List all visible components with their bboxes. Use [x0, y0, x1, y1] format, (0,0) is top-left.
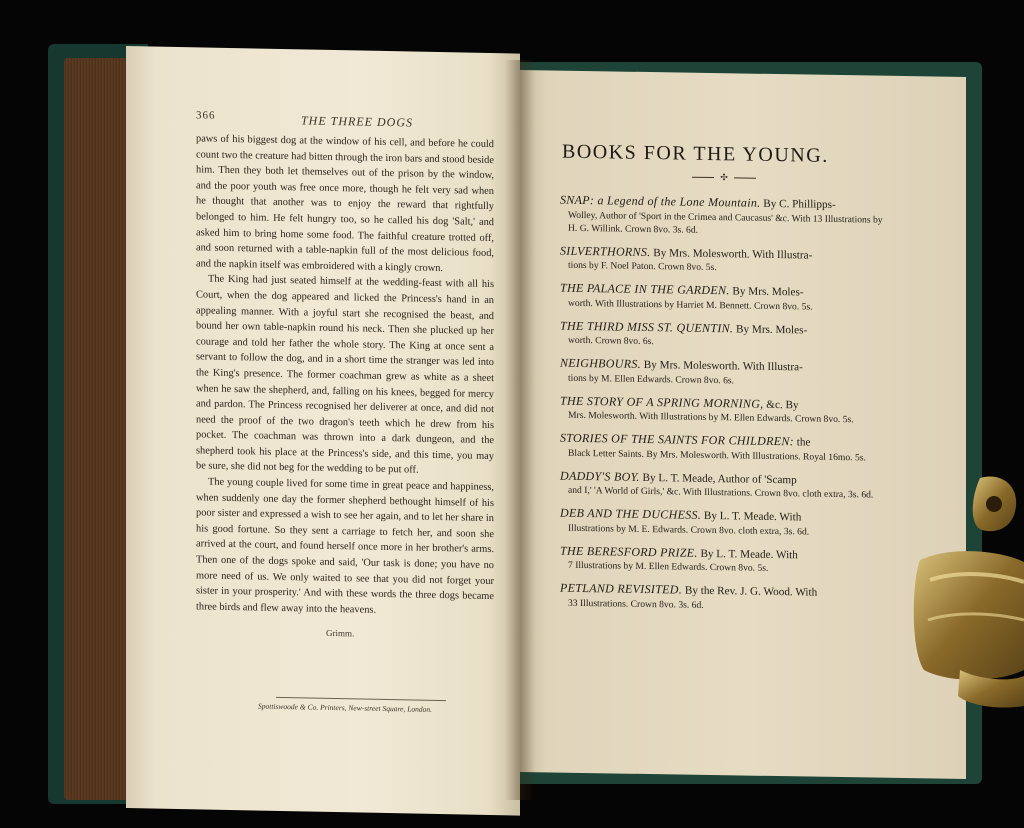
running-title: THE THREE DOGS — [301, 113, 413, 130]
book-author: By the Rev. J. G. Wood. With — [682, 584, 818, 599]
book-detail: worth. With Illustrations by Harriet M. Bennett. Crown 8vo. 5s. — [568, 297, 813, 313]
book-author: By C. Phillipps- — [760, 197, 836, 211]
book-detail: Mrs. Molesworth. With Illustrations by M. Ellen Edwards. Crown 8vo. 5s. — [568, 409, 854, 426]
book-author: By Mrs. Molesworth. With Illustra- — [650, 246, 813, 262]
signature: Grimm. — [326, 627, 355, 639]
book-title: DEB AND THE DUCHESS. — [560, 505, 702, 522]
book-title: THE STORY OF A SPRING MORNING, — [560, 393, 764, 411]
book-entry — [560, 468, 894, 502]
book-title: SILVERTHORNS. — [560, 243, 651, 259]
book-entry — [560, 356, 894, 390]
book-author: By L. T. Meade. With — [701, 509, 802, 524]
paragraph: paws of his biggest dog at the window of his cell, and before he could count two the creature had bitten through the iron bars and stood beside him. Then they both let themselves out of the prison by the window, and the poor youth was free once more, though he felt very sad when he thought that another was to enjoy the reward that rightfully belonged to him. He felt hungry too, so he called his dog 'Salt,' and asked him to bring home some food. The faithful creature trotted off, and soon returned with a table-napkin full of the most delicious food, and the napkin itself was embroidered with a kingly crown. — [196, 133, 494, 274]
book-title: NEIGHBOURS. — [560, 355, 641, 371]
running-head — [196, 109, 496, 130]
book-entry — [560, 543, 894, 577]
book-author: By L. T. Meade, Author of 'Scamp — [639, 471, 797, 486]
book-title: SNAP: a Legend of the Lone Mountain. — [560, 192, 761, 210]
book-author: By Mrs. Moles- — [733, 322, 808, 337]
book-detail: worth. Crown 8vo. 6s. — [568, 334, 654, 348]
book-entry — [560, 318, 894, 352]
gutter-shadow — [505, 60, 535, 800]
book-author: By L. T. Meade. With — [697, 547, 798, 561]
divider — [276, 697, 446, 701]
page-number: 366 — [196, 109, 216, 122]
book-author: By Mrs. Moles- — [729, 285, 804, 299]
book-title: THE THIRD MISS ST. QUENTIN. — [560, 318, 734, 335]
paragraph: The young couple lived for some time in great peace and happiness, when suddenly one day the former shepherd bethought himself of his poor sister and expressed a wish to see her again, and to let her share in his good fortune. So they sent a carriage to fetch her, and soon she arrived at the court, and found herself once more in her brother's arms. Then one of the dogs spoke and said, 'Our task is done; you have no more need of us. We only waited to see that you did not forget your sister in your prosperity.' And with these words the three dogs became three birds and flew away into the heavens. — [196, 476, 494, 616]
book-entry — [560, 581, 894, 615]
book-author: the — [793, 436, 811, 449]
printer-imprint: Spottiswoode & Co. Printers, New-street Square, London. — [258, 701, 433, 714]
paragraph: The King had just seated himself at the wedding-feast with all his Court, when the dog appeared and licked the Princess's hand in an appealing manner. With a joyful start she recognised the beast, and bound her own table-napkin round his neck. Then she plucked up her courage and told her father the whole story. The King at once sent a servant to follow the dog, and in a short time the stranger was led into the King's presence. The former coachman grew as white as a sheet when he saw the shepherd, and, falling on his knees, begged for mercy and pardon. The Princess recognised her deliverer at once, and did not need the proof of the two dragon's teeth which he drew from his pocket. The coachman was thrown into a dark dungeon, and the shepherd took his place at the Princess's side, and this time, you may be sure, she did not beg for the wedding to be put off. — [196, 273, 494, 477]
book-author: By Mrs. Molesworth. With Illustra- — [640, 358, 803, 374]
book-detail: Black Letter Saints. By Mrs. Molesworth. With Illustrations. Royal 16mo. 5s. — [568, 447, 866, 463]
book-detail: Wolley, Author of 'Sport in the Crimea and Caucasus' &c. With 13 Illustrations by H. G. Willink. Crown 8vo. 3s. 6d. — [568, 209, 883, 236]
book-entry — [560, 506, 894, 540]
brass-book-stand — [900, 470, 1024, 710]
book-detail: tions by F. Noel Paton. Crown 8vo. 5s. — [568, 259, 717, 274]
book-detail: Illustrations by M. E. Edwards. Crown 8vo. cloth extra, 3s. 6d. — [568, 522, 810, 538]
book-author: &c. By — [763, 398, 799, 411]
book-detail: and I,' 'A World of Girls,' &c. With Illustrations. Crown 8vo. cloth extra, 3s. 6d. — [568, 484, 874, 501]
book-title: THE PALACE IN THE GARDEN. — [560, 280, 730, 298]
book-title: DADDY'S BOY. — [560, 468, 640, 484]
story-text — [196, 131, 494, 620]
book-list — [560, 193, 894, 624]
ornament-icon: ✣ — [692, 173, 756, 184]
book-title: STORIES OF THE SAINTS FOR CHILDREN: — [560, 430, 794, 449]
book-entry — [560, 393, 894, 427]
book-detail: 33 Illustrations. Crown 8vo. 3s. 6d. — [568, 597, 704, 611]
book-title: PETLAND REVISITED. — [560, 580, 683, 597]
book-entry — [560, 243, 894, 277]
book-entry — [560, 431, 894, 465]
book-entry — [560, 193, 894, 240]
book-detail: 7 Illustrations by M. Ellen Edwards. Crown 8vo. 5s. — [568, 559, 769, 574]
book-detail: tions by M. Ellen Edwards. Crown 8vo. 6s. — [568, 372, 735, 386]
left-page — [126, 46, 520, 816]
book-title: THE BERESFORD PRIZE. — [560, 543, 698, 560]
page-heading: BOOKS FOR THE YOUNG. — [562, 140, 829, 167]
book-entry — [560, 281, 894, 315]
